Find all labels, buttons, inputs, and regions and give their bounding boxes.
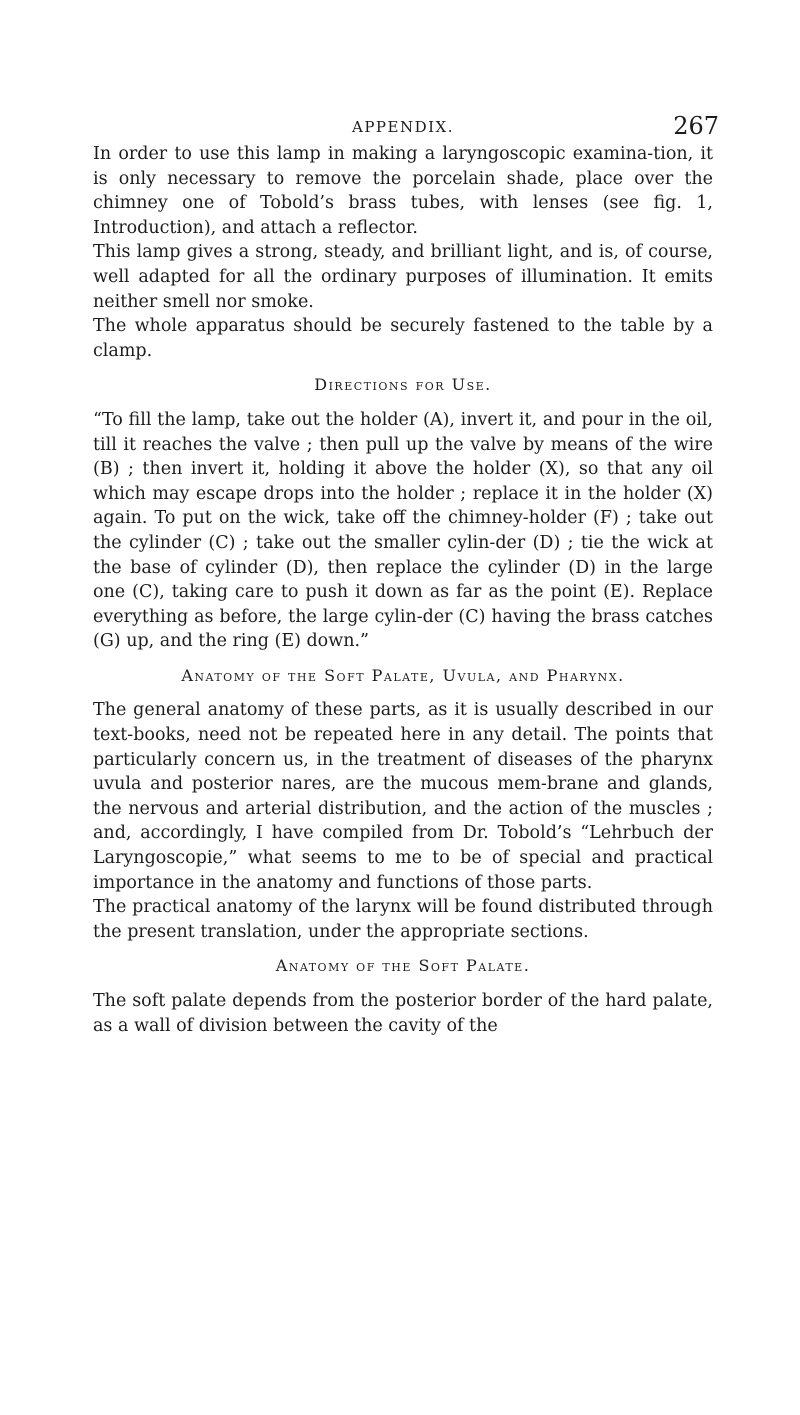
paragraph: The whole apparatus should be securely fastened to the table by a clamp. xyxy=(93,316,713,361)
body-text xyxy=(93,142,713,1038)
paragraph: The general anatomy of these parts, as it is usually described in our text-books, need not be repeated here in any detail. The points that particularly concern us, in the treatment of diseases of the pharynx uvula and posterior nares, are the mucous mem-brane and glands, the nervous and arterial distribution, and the action of the muscles ; and, accordingly, I have compiled from Dr. Tobold’s “Lehrbuch der Laryngoscopie,” what seems to me to be of special and practical importance in the anatomy and functions of those parts. xyxy=(93,700,713,893)
section-heading-directions: Directions for Use. xyxy=(314,375,492,395)
running-head xyxy=(93,112,719,142)
section-heading-anatomy-palate-uvula-pharynx: Anatomy of the Soft Palate, Uvula, and Pharynx. xyxy=(181,665,625,685)
paragraph: The soft palate depends from the posterior border of the hard palate, as a wall of division between the cavity of the xyxy=(93,991,713,1036)
book-page xyxy=(93,112,719,1038)
section-heading-anatomy-soft-palate: Anatomy of the Soft Palate. xyxy=(275,956,531,976)
running-title: APPENDIX. xyxy=(352,118,454,136)
paragraph: “To fill the lamp, take out the holder (A), invert it, and pour in the oil, till it reaches the valve ; then pull up the valve by means of the wire (B) ; then invert it, holding it above the holder (X), so that any oil which may escape drops into the holder ; replace it in the holder (X) again. To put on the wick, take off the chimney-holder (F) ; take out the cylinder (C) ; take out the smaller cylin-der (D) ; tie the wick at the base of cylinder (D), then replace the cylinder (D) in the large one (C), taking care to push it down as far as the point (E). Replace everything as before, the large cylin-der (C) having the brass catches (G) up, and the ring (E) down.” xyxy=(93,409,713,652)
paragraph: This lamp gives a strong, steady, and brilliant light, and is, of course, well adapted for all the ordinary purposes of illumination. It emits neither smell nor smoke. xyxy=(93,242,713,312)
paragraph: The practical anatomy of the larynx will be found distributed through the present translation, under the appropriate sections. xyxy=(93,897,713,942)
paragraph: In order to use this lamp in making a laryngoscopic examina-tion, it is only necessary to remove the porcelain shade, place over the chimney one of Tobold’s brass tubes, with lenses (see fig. 1, Introduction), and attach a reflector. xyxy=(93,144,713,238)
page-number: 267 xyxy=(673,112,719,140)
